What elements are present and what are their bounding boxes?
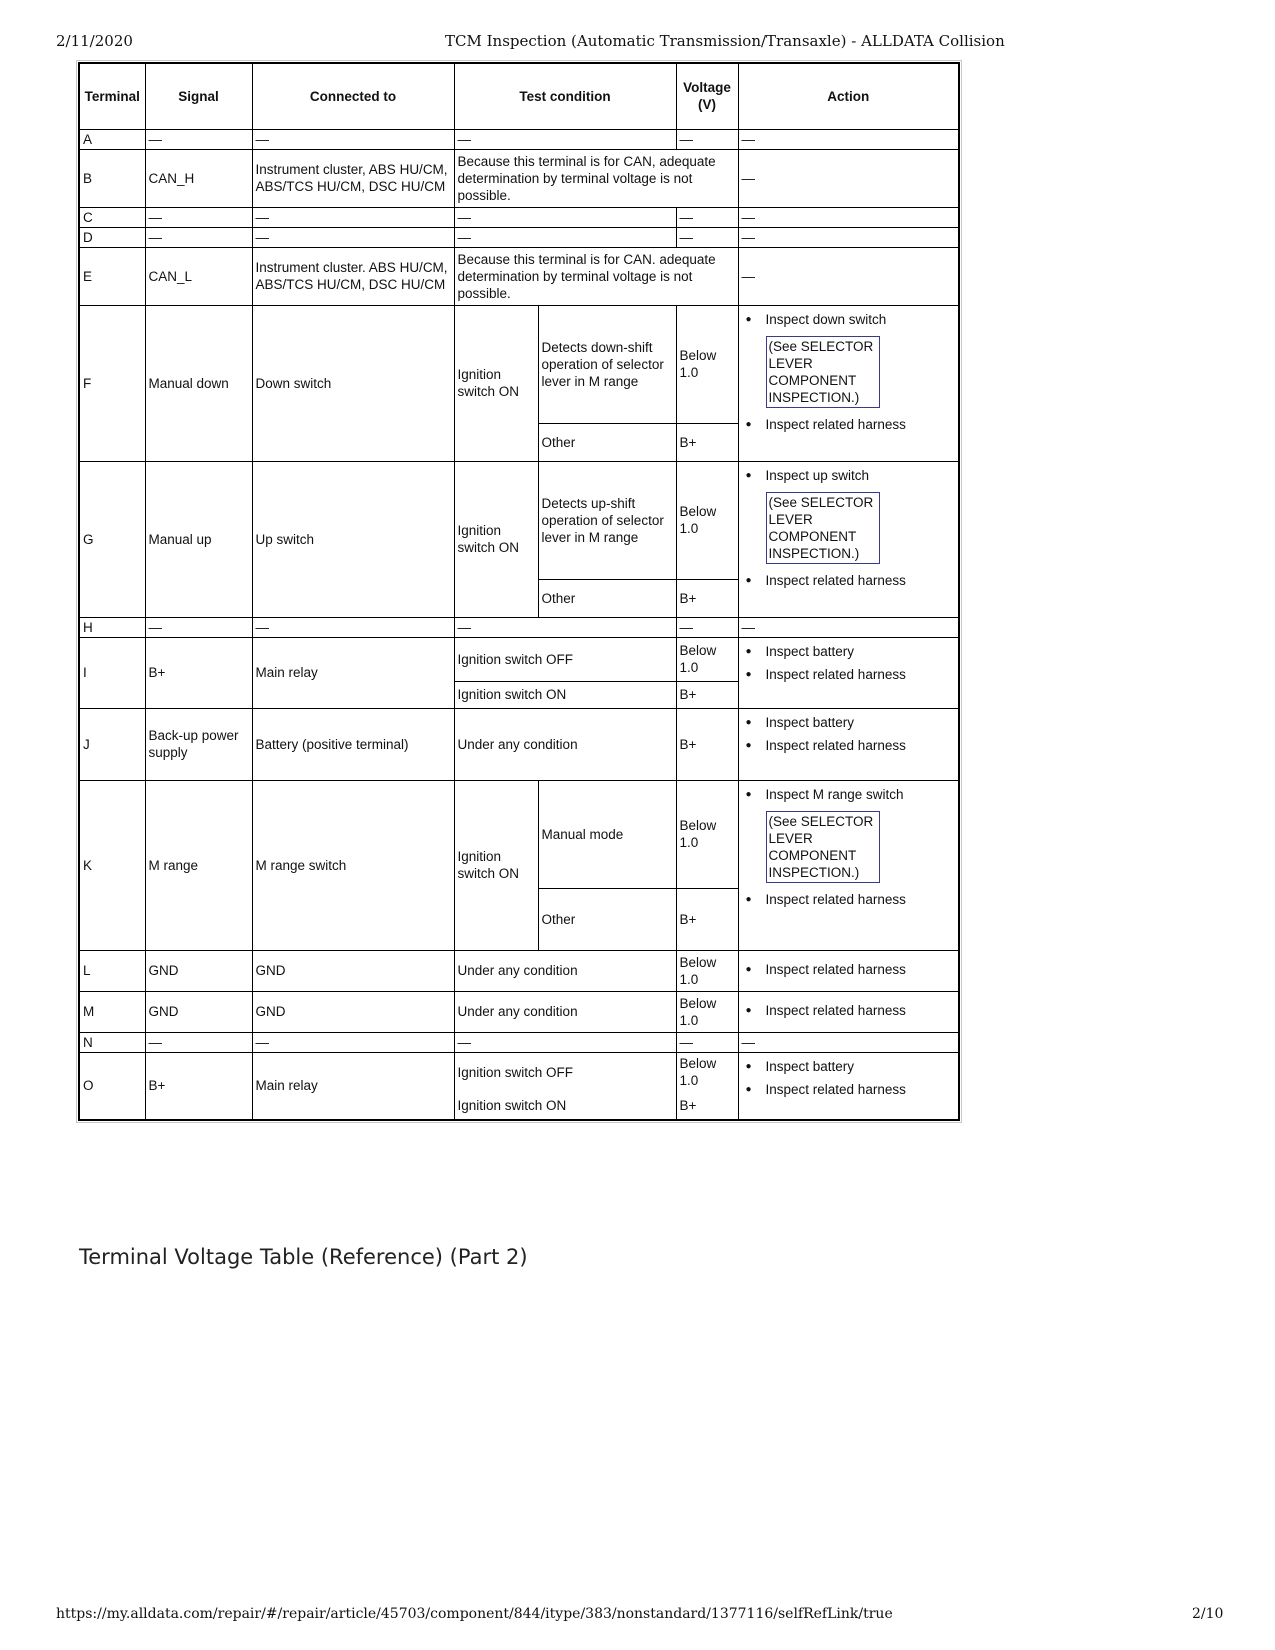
voltage-cell: — (676, 207, 738, 227)
test-cell: Under any condition (454, 991, 676, 1032)
table-row (79, 305, 959, 423)
action-text: Inspect up switch (765, 467, 870, 483)
condition-cell: Ignition switch ON (454, 780, 538, 950)
action-cell: — (738, 129, 959, 149)
voltage-cell: B+ (676, 423, 738, 461)
test-cell: — (454, 207, 676, 227)
test-cell: — (454, 227, 676, 247)
col-header-connected-to: Connected to (252, 63, 454, 129)
connected-cell: Main relay (252, 637, 454, 708)
terminal-cell: C (79, 207, 145, 227)
selector-lever-reference: (See SELECTOR LEVER COMPONENT INSPECTION.) (766, 336, 880, 408)
sub-condition-cell: Detects down-shift operation of selector lever in M range (538, 305, 676, 423)
print-date: 2/11/2020 (56, 32, 133, 50)
sub-condition-cell: Detects up-shift operation of selector lever in M range (538, 461, 676, 579)
action-item (766, 1081, 956, 1098)
signal-cell: — (145, 1032, 252, 1052)
voltage-cell: Below 1.0 (676, 461, 738, 579)
table-row (79, 1052, 959, 1092)
connected-cell: Instrument cluster, ABS HU/CM, ABS/TCS HU/CM, DSC HU/CM (252, 149, 454, 207)
table-row (79, 780, 959, 888)
voltage-cell: B+ (676, 888, 738, 950)
action-text: Inspect related harness (765, 1081, 906, 1097)
action-item (766, 643, 956, 660)
selector-lever-reference: (See SELECTOR LEVER COMPONENT INSPECTION.) (766, 811, 880, 883)
connected-cell: Up switch (252, 461, 454, 617)
action-item (766, 786, 956, 883)
action-text: Inspect related harness (765, 962, 906, 977)
action-text: Inspect related harness (765, 572, 906, 588)
action-cell: — (738, 1032, 959, 1052)
signal-cell: M range (145, 780, 252, 950)
action-list (742, 1002, 956, 1019)
action-text: Inspect down switch (765, 311, 887, 327)
col-header-voltage: Voltage (V) (676, 63, 738, 129)
sub-condition-cell: Other (538, 423, 676, 461)
voltage-cell: Below 1.0 (676, 950, 738, 991)
condition-cell: Ignition switch ON (454, 681, 676, 708)
terminal-cell: K (79, 780, 145, 950)
terminal-cell: N (79, 1032, 145, 1052)
voltage-cell: — (676, 129, 738, 149)
table-row (79, 708, 959, 780)
test-cell: — (454, 617, 676, 637)
col-header-action: Action (738, 63, 959, 129)
terminal-cell: E (79, 247, 145, 305)
action-cell (738, 950, 959, 991)
connected-cell: M range switch (252, 780, 454, 950)
voltage-cell: — (676, 1032, 738, 1052)
terminal-cell: D (79, 227, 145, 247)
header-row (79, 63, 959, 129)
table-row (79, 207, 959, 227)
action-item (766, 467, 956, 564)
section-title: Terminal Voltage Table (Reference) (Part 2) (79, 1245, 528, 1269)
test-cell: — (454, 129, 676, 149)
condition-cell: Ignition switch ON (454, 1092, 676, 1120)
action-item (766, 311, 956, 408)
table-row (79, 991, 959, 1032)
connected-cell: — (252, 227, 454, 247)
signal-cell: Back-up power supply (145, 708, 252, 780)
signal-cell: — (145, 129, 252, 149)
terminal-cell: F (79, 305, 145, 461)
action-list (742, 643, 956, 683)
connected-cell: — (252, 1032, 454, 1052)
condition-cell: Ignition switch ON (454, 461, 538, 617)
action-cell: — (738, 227, 959, 247)
connected-cell: Down switch (252, 305, 454, 461)
test-cell: Under any condition (454, 950, 676, 991)
signal-cell: — (145, 617, 252, 637)
action-item (766, 714, 956, 731)
table-row (79, 637, 959, 681)
action-text: Inspect battery (765, 714, 855, 730)
action-cell (738, 1052, 959, 1120)
table-row (79, 1032, 959, 1052)
test-cell: Under any condition (454, 708, 676, 780)
signal-cell: CAN_L (145, 247, 252, 305)
action-text: Inspect battery (765, 1058, 855, 1074)
connected-cell: Battery (positive terminal) (252, 708, 454, 780)
test-cell: — (454, 1032, 676, 1052)
col-header-signal: Signal (145, 63, 252, 129)
terminal-cell: I (79, 637, 145, 708)
voltage-cell: Below 1.0 (676, 305, 738, 423)
connected-cell: — (252, 207, 454, 227)
table-row (79, 227, 959, 247)
page-number: 2/10 (1192, 1606, 1224, 1622)
signal-cell: GND (145, 950, 252, 991)
voltage-cell: B+ (676, 1092, 738, 1120)
signal-cell: — (145, 207, 252, 227)
terminal-cell: J (79, 708, 145, 780)
voltage-cell: B+ (676, 579, 738, 617)
action-cell (738, 305, 959, 461)
voltage-cell: Below 1.0 (676, 637, 738, 681)
page-url: https://my.alldata.com/repair/#/repair/article/45703/component/844/itype/383/nonstandard/1377116/selfRefLink/true (56, 1606, 893, 1622)
signal-cell: Manual down (145, 305, 252, 461)
table-row (79, 247, 959, 305)
signal-cell: Manual up (145, 461, 252, 617)
signal-cell: — (145, 227, 252, 247)
terminal-voltage-table (78, 62, 960, 1121)
signal-cell: GND (145, 991, 252, 1032)
document-title: TCM Inspection (Automatic Transmission/Transaxle) - ALLDATA Collision (445, 32, 1005, 50)
action-list (742, 786, 956, 908)
action-list (742, 714, 956, 754)
sub-condition-cell: Other (538, 888, 676, 950)
action-list (742, 311, 956, 433)
action-text: Inspect related harness (765, 666, 906, 682)
action-cell (738, 780, 959, 950)
action-item (766, 1058, 956, 1075)
table-row (79, 129, 959, 149)
action-cell: — (738, 207, 959, 227)
test-cell: Because this terminal is for CAN, adequate determination by terminal voltage is not possible. (454, 149, 738, 207)
col-header-terminal: Terminal (79, 63, 145, 129)
action-item (766, 891, 956, 908)
action-text: Inspect battery (765, 643, 855, 659)
connected-cell: — (252, 129, 454, 149)
condition-cell: Ignition switch ON (454, 305, 538, 461)
action-cell: — (738, 149, 959, 207)
condition-cell: Ignition switch OFF (454, 1052, 676, 1092)
connected-cell: GND (252, 950, 454, 991)
connected-cell: — (252, 617, 454, 637)
action-text: Inspect M range switch (765, 786, 904, 802)
action-item (766, 572, 956, 589)
sub-condition-cell: Manual mode (538, 780, 676, 888)
action-item (766, 961, 956, 978)
action-cell (738, 708, 959, 780)
action-list (742, 467, 956, 589)
action-text: Inspect related harness (765, 416, 906, 432)
action-text: Inspect related harness (765, 891, 906, 907)
terminal-voltage-table-frame (76, 60, 962, 1123)
action-cell (738, 637, 959, 708)
voltage-cell: Below 1.0 (676, 780, 738, 888)
terminal-cell: O (79, 1052, 145, 1120)
action-item (766, 416, 956, 433)
terminal-cell: G (79, 461, 145, 617)
signal-cell: B+ (145, 1052, 252, 1120)
voltage-cell: Below 1.0 (676, 1052, 738, 1092)
action-cell: — (738, 617, 959, 637)
action-text: Inspect related harness (765, 737, 906, 753)
table-row (79, 149, 959, 207)
connected-cell: Main relay (252, 1052, 454, 1120)
signal-cell: B+ (145, 637, 252, 708)
table-row (79, 950, 959, 991)
voltage-cell: B+ (676, 708, 738, 780)
action-item (766, 1002, 956, 1019)
terminal-cell: A (79, 129, 145, 149)
action-cell (738, 461, 959, 617)
condition-cell: Ignition switch OFF (454, 637, 676, 681)
action-text: Inspect related harness (765, 1003, 906, 1018)
table-row (79, 617, 959, 637)
table-row (79, 461, 959, 579)
voltage-cell: — (676, 617, 738, 637)
action-item (766, 666, 956, 683)
voltage-cell: B+ (676, 681, 738, 708)
terminal-cell: M (79, 991, 145, 1032)
voltage-cell: — (676, 227, 738, 247)
terminal-cell: B (79, 149, 145, 207)
action-list (742, 961, 956, 978)
action-list (742, 1058, 956, 1098)
action-cell: — (738, 247, 959, 305)
terminal-cell: H (79, 617, 145, 637)
sub-condition-cell: Other (538, 579, 676, 617)
action-item (766, 737, 956, 754)
voltage-cell: Below 1.0 (676, 991, 738, 1032)
action-cell (738, 991, 959, 1032)
signal-cell: CAN_H (145, 149, 252, 207)
selector-lever-reference: (See SELECTOR LEVER COMPONENT INSPECTION.) (766, 492, 880, 564)
terminal-cell: L (79, 950, 145, 991)
connected-cell: GND (252, 991, 454, 1032)
connected-cell: Instrument cluster. ABS HU/CM, ABS/TCS HU/CM, DSC HU/CM (252, 247, 454, 305)
test-cell: Because this terminal is for CAN. adequate determination by terminal voltage is not possible. (454, 247, 738, 305)
col-header-test-condition: Test condition (454, 63, 676, 129)
